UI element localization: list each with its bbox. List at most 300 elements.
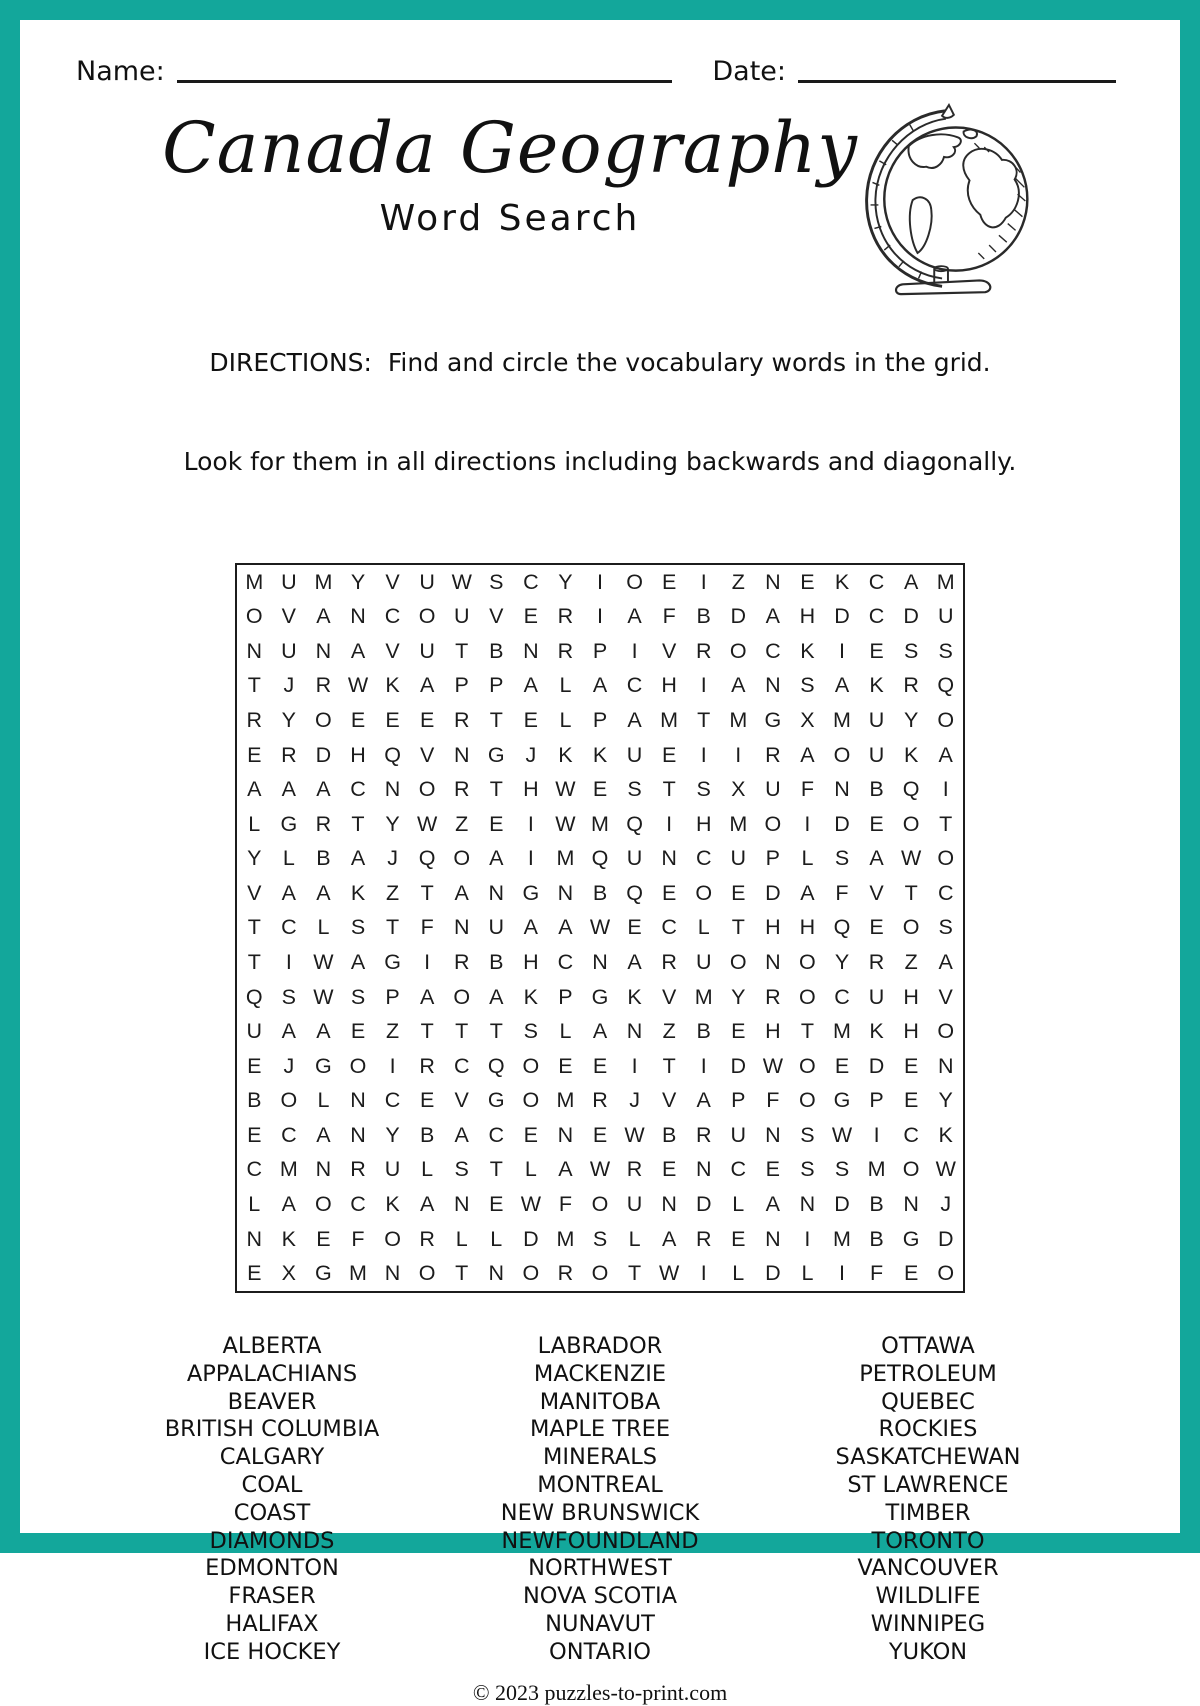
grid-cell: N	[350, 604, 366, 629]
grid-cell: X	[731, 777, 746, 802]
grid-cell: A	[316, 1019, 331, 1044]
grid-cell: H	[523, 950, 539, 975]
grid-cell: Y	[385, 1122, 400, 1147]
grid-cell: A	[489, 846, 504, 871]
grid-cell: G	[591, 984, 609, 1009]
grid-cell: I	[700, 1053, 707, 1078]
grid-cell: A	[281, 880, 297, 905]
grid-cell: W	[935, 1157, 956, 1182]
grid-cell: U	[246, 1019, 263, 1044]
grid-cell: F	[766, 1088, 780, 1113]
word-list-item: MONTREAL	[537, 1471, 663, 1498]
grid-cell: T	[455, 638, 469, 663]
grid-cell: Q	[591, 846, 609, 871]
grid-cell: Q	[937, 673, 955, 698]
grid-cell: P	[765, 846, 781, 871]
grid-cell: H	[799, 915, 816, 940]
word-list-item: ONTARIO	[549, 1638, 651, 1665]
word-list-item: BEAVER	[227, 1388, 317, 1415]
grid-cell: T	[455, 1261, 469, 1286]
grid-cell: U	[730, 1122, 747, 1147]
grid-cell: A	[316, 1122, 331, 1147]
grid-cell: S	[627, 777, 642, 802]
word-list-item: OTTAWA	[881, 1333, 975, 1359]
grid-cell: A	[627, 708, 642, 733]
grid-cell: S	[800, 1122, 815, 1147]
grid-cell: E	[350, 708, 366, 733]
grid-cell: W	[313, 950, 334, 975]
word-list-item: CALGARY	[219, 1444, 325, 1471]
grid-cell: E	[661, 569, 677, 594]
grid-cell: D	[834, 1192, 850, 1217]
grid-cell: M	[867, 1157, 886, 1182]
grid-cell: R	[765, 742, 781, 767]
word-list-item: NOVA SCOTIA	[522, 1583, 678, 1610]
grid-cell: Q	[418, 846, 436, 871]
grid-cell: H	[799, 604, 816, 629]
grid-cell: E	[765, 1157, 781, 1182]
grid-cell: H	[350, 742, 366, 767]
grid-cell: R	[557, 638, 574, 663]
grid-cell: R	[695, 1226, 712, 1251]
word-list-item: MANITOBA	[539, 1388, 661, 1415]
word-list-item: APPALACHIANS	[186, 1360, 358, 1387]
grid-cell: O	[799, 984, 816, 1009]
grid-cell: F	[800, 777, 814, 802]
grid-cell: O	[729, 638, 747, 663]
grid-cell: K	[281, 1226, 297, 1251]
grid-cell: A	[316, 604, 331, 629]
grid-cell: A	[489, 984, 504, 1009]
name-label: Name:	[76, 56, 165, 87]
grid-cell: T	[697, 708, 711, 733]
word-list-item: NEW BRUNSWICK	[500, 1499, 700, 1526]
grid-cell: B	[489, 950, 504, 975]
grid-cell: F	[662, 604, 676, 629]
grid-cell: G	[833, 1088, 851, 1113]
grid-cell: T	[489, 1019, 503, 1044]
grid-cell: S	[454, 1157, 469, 1182]
grid-cell: K	[869, 673, 884, 698]
grid-cell: O	[937, 846, 955, 871]
grid-cell: L	[248, 811, 261, 836]
grid-cell: B	[696, 1019, 711, 1044]
grid-cell: Y	[558, 569, 573, 594]
word-list-item: NORTHWEST	[528, 1555, 672, 1582]
grid-cell: T	[455, 1019, 469, 1044]
page-title: Canada Geography	[162, 107, 858, 189]
grid-cell: B	[869, 1226, 884, 1251]
grid-cell: A	[800, 742, 815, 767]
grid-cell: S	[350, 984, 366, 1009]
grid-cell: T	[420, 1019, 434, 1044]
grid-cell: O	[245, 604, 263, 629]
grid-cell: E	[558, 1053, 573, 1078]
grid-cell: U	[453, 604, 470, 629]
grid-cell: U	[626, 1192, 643, 1217]
grid-cell: O	[453, 846, 471, 871]
grid-cell: O	[729, 950, 747, 975]
grid-cell: N	[384, 777, 401, 802]
grid-cell: W	[831, 1122, 853, 1147]
grid-cell: T	[489, 1157, 503, 1182]
grid-cell: A	[731, 673, 746, 698]
grid-cell: K	[903, 742, 919, 767]
grid-cell: U	[281, 569, 297, 594]
grid-cell: S	[281, 984, 297, 1009]
grid-cell: L	[559, 673, 572, 698]
grid-cell: E	[869, 811, 884, 836]
grid-cell: V	[938, 984, 953, 1009]
grid-cell: R	[281, 742, 297, 767]
grid-cell: P	[592, 638, 608, 663]
grid-cell: C	[730, 1157, 747, 1182]
grid-cell: R	[695, 638, 712, 663]
grid-cell: O	[833, 742, 851, 767]
grid-cell: I	[700, 569, 707, 594]
grid-cell: A	[281, 777, 297, 802]
word-list-item: COAST	[233, 1499, 311, 1526]
word-list-section	[20, 1333, 1180, 1667]
grid-cell: O	[937, 708, 955, 733]
grid-cell: C	[523, 569, 539, 594]
grid-cell: V	[385, 569, 400, 594]
grid-cell: S	[350, 915, 366, 940]
grid-cell: L	[317, 1088, 330, 1113]
grid-cell: N	[765, 569, 781, 594]
grid-cell: V	[489, 604, 504, 629]
grid-cell: E	[592, 777, 608, 802]
grid-cell: A	[592, 1019, 608, 1044]
grid-cell: B	[489, 638, 504, 663]
grid-cell: D	[834, 811, 850, 836]
grid-cell: M	[833, 708, 851, 733]
grid-cell: D	[730, 1053, 747, 1078]
grid-cell: I	[631, 1053, 638, 1078]
grid-cell: C	[834, 984, 850, 1009]
grid-cell: K	[350, 880, 366, 905]
grid-cell: R	[557, 1261, 574, 1286]
grid-cell: R	[419, 1053, 435, 1078]
word-list-item: TIMBER	[885, 1499, 971, 1526]
grid-cell: A	[523, 915, 539, 940]
grid-cell: F	[558, 1192, 572, 1217]
grid-cell: Y	[281, 708, 297, 733]
grid-cell: N	[350, 1122, 366, 1147]
grid-cell: V	[661, 984, 677, 1009]
grid-cell: A	[800, 880, 815, 905]
grid-cell: M	[556, 1226, 575, 1251]
grid-cell: Q	[626, 811, 643, 836]
grid-cell: E	[419, 708, 435, 733]
grid-cell: T	[385, 915, 400, 940]
grid-cell: B	[419, 1122, 435, 1147]
grid-cell: A	[350, 846, 366, 871]
grid-cell: G	[487, 1088, 505, 1113]
grid-cell: A	[281, 1192, 297, 1217]
grid-cell: S	[592, 1226, 608, 1251]
grid-cell: G	[315, 1053, 332, 1078]
grid-cell: I	[700, 673, 707, 698]
grid-cell: L	[559, 708, 572, 733]
grid-cell: V	[869, 880, 884, 905]
grid-cell: O	[453, 984, 471, 1009]
grid-cell: A	[281, 1019, 297, 1044]
grid-cell: O	[591, 1261, 609, 1286]
grid-cell: E	[592, 1053, 608, 1078]
grid-cell: U	[730, 846, 747, 871]
grid-cell: A	[765, 604, 781, 629]
grid-cell: Y	[247, 846, 262, 871]
grid-cell: L	[524, 1157, 537, 1182]
grid-cell: O	[937, 1019, 955, 1044]
grid-cell: P	[869, 1088, 884, 1113]
grid-cell: R	[419, 1226, 435, 1251]
grid-cell: F	[869, 1261, 884, 1286]
grid-cell: I	[839, 638, 845, 663]
grid-cell: N	[557, 1122, 574, 1147]
grid-cell: Z	[385, 880, 400, 905]
grid-cell: M	[279, 1157, 298, 1182]
grid-cell: N	[315, 638, 332, 663]
grid-cell: H	[661, 673, 677, 698]
grid-cell: K	[385, 1192, 400, 1217]
grid-cell: N	[246, 638, 263, 663]
grid-cell: C	[903, 1122, 919, 1147]
grid-cell: E	[627, 915, 642, 940]
grid-cell: K	[938, 1122, 953, 1147]
grid-cell: E	[731, 1019, 746, 1044]
grid-cell: R	[453, 950, 470, 975]
grid-cell: X	[800, 708, 815, 733]
grid-cell: I	[285, 950, 292, 975]
grid-cell: Z	[904, 950, 918, 975]
grid-cell: S	[903, 638, 919, 663]
word-list-column-2	[436, 1333, 764, 1667]
grid-cell: I	[631, 638, 638, 663]
grid-cell: A	[627, 950, 642, 975]
grid-cell: E	[731, 880, 746, 905]
grid-cell: I	[873, 1122, 880, 1147]
grid-cell: N	[661, 1192, 677, 1217]
grid-cell: L	[801, 1261, 814, 1286]
grid-cell: A	[350, 638, 366, 663]
grid-cell: N	[765, 1122, 781, 1147]
grid-cell: T	[627, 1261, 642, 1286]
grid-cell: V	[419, 742, 435, 767]
grid-cell: H	[903, 984, 919, 1009]
grid-cell: V	[661, 1088, 677, 1113]
grid-cell: Y	[903, 708, 919, 733]
word-list-item: LABRADOR	[537, 1333, 663, 1359]
date-label: Date:	[712, 56, 786, 87]
grid-cell: Q	[626, 880, 643, 905]
grid-cell: W	[555, 811, 576, 836]
grid-cell: R	[695, 1122, 712, 1147]
grid-cell: A	[419, 673, 435, 698]
grid-cell: M	[314, 569, 333, 594]
grid-cell: S	[834, 1157, 850, 1182]
grid-cell: M	[833, 1019, 851, 1044]
grid-cell: Q	[902, 777, 920, 802]
grid-cell: I	[804, 811, 811, 836]
word-list-item: MACKENZIE	[533, 1360, 667, 1387]
grid-cell: E	[903, 1088, 919, 1113]
grid-cell: I	[424, 950, 431, 975]
grid-cell: H	[523, 777, 539, 802]
grid-cell: K	[592, 742, 608, 767]
grid-cell: T	[247, 915, 261, 940]
grid-cell: K	[627, 984, 642, 1009]
grid-cell: B	[696, 604, 711, 629]
grid-cell: I	[700, 742, 707, 767]
grid-cell: N	[834, 777, 850, 802]
grid-cell: E	[592, 1122, 608, 1147]
word-list-column-1	[108, 1333, 436, 1667]
grid-cell: U	[868, 984, 885, 1009]
grid-cell: T	[489, 708, 503, 733]
grid-cell: Z	[385, 1019, 400, 1044]
grid-cell: T	[800, 1019, 814, 1044]
grid-cell: Z	[662, 1019, 676, 1044]
grid-cell: N	[661, 846, 677, 871]
grid-cell: N	[695, 1157, 712, 1182]
grid-cell: J	[940, 1192, 952, 1217]
grid-cell: O	[418, 604, 436, 629]
grid-cell: O	[695, 880, 713, 905]
grid-cell: A	[350, 950, 366, 975]
grid-cell: U	[281, 638, 297, 663]
grid-cell: O	[902, 915, 920, 940]
grid-cell: H	[903, 1019, 919, 1044]
grid-cell: E	[661, 742, 677, 767]
grid-cell: V	[661, 638, 677, 663]
grid-cell: O	[799, 1053, 816, 1078]
grid-cell: P	[454, 673, 469, 698]
grid-cell: H	[765, 1019, 781, 1044]
grid-cell: W	[900, 846, 922, 871]
grid-cell: R	[453, 777, 470, 802]
grid-cell: O	[522, 1053, 540, 1078]
grid-cell: M	[833, 1226, 851, 1251]
grid-cell: J	[629, 1088, 640, 1113]
grid-cell: N	[523, 638, 539, 663]
grid-cell: L	[455, 1226, 468, 1251]
grid-cell: O	[349, 1053, 367, 1078]
grid-cell: Q	[384, 742, 401, 767]
grid-cell: W	[416, 811, 438, 836]
grid-cell: W	[520, 1192, 541, 1217]
grid-cell: L	[559, 1019, 572, 1044]
grid-cell: A	[869, 846, 884, 871]
grid-cell: N	[626, 1019, 643, 1044]
word-list-item: YUKON	[888, 1638, 968, 1665]
grid-cell: C	[384, 1088, 401, 1113]
grid-cell: Y	[938, 1088, 953, 1113]
grid-cell: R	[315, 811, 332, 836]
grid-cell: L	[628, 1226, 641, 1251]
grid-cell: R	[557, 604, 574, 629]
grid-cell: E	[247, 1261, 262, 1286]
grid-cell: N	[937, 1053, 954, 1078]
grid-cell: A	[558, 1157, 573, 1182]
grid-cell: Y	[350, 569, 366, 594]
grid-cell: I	[527, 811, 534, 836]
grid-cell: J	[525, 742, 537, 767]
word-list-item: EDMONTON	[205, 1555, 339, 1582]
grid-cell: T	[904, 880, 918, 905]
grid-cell: I	[700, 1261, 707, 1286]
grid-cell: E	[523, 708, 539, 733]
grid-cell: Z	[455, 811, 469, 836]
grid-cell: S	[938, 638, 953, 663]
grid-cell: A	[247, 777, 262, 802]
grid-cell: E	[731, 1226, 746, 1251]
grid-cell: A	[627, 604, 642, 629]
grid-cell: D	[868, 1053, 885, 1078]
grid-cell: X	[281, 1261, 297, 1286]
grid-cell: C	[626, 673, 643, 698]
grid-cell: A	[454, 1122, 469, 1147]
grid-cell: M	[591, 811, 609, 836]
directions-line-1: DIRECTIONS: Find and circle the vocabulary words in the grid.	[209, 348, 991, 377]
grid-cell: N	[453, 915, 470, 940]
grid-cell: N	[315, 1157, 332, 1182]
grid-cell: R	[903, 673, 919, 698]
grid-cell: E	[489, 1192, 504, 1217]
word-list-item: VANCOUVER	[857, 1555, 999, 1582]
grid-cell: G	[315, 1261, 332, 1286]
grid-cell: B	[316, 846, 331, 871]
grid-cell: U	[937, 604, 954, 629]
grid-cell: A	[938, 742, 953, 767]
grid-cell: I	[735, 742, 742, 767]
grid-cell: N	[592, 950, 608, 975]
grid-cell: S	[489, 569, 504, 594]
grid-cell: S	[834, 846, 850, 871]
grid-cell: E	[489, 811, 504, 836]
grid-cell: K	[834, 569, 850, 594]
grid-cell: M	[556, 846, 575, 871]
grid-cell: P	[592, 708, 608, 733]
grid-cell: N	[488, 880, 505, 905]
grid-cell: T	[662, 1053, 676, 1078]
grid-cell: T	[351, 811, 365, 836]
grid-cell: O	[522, 1088, 540, 1113]
directions-line-2: Look for them in all directions including backwards and diagonally.	[183, 447, 1017, 476]
grid-cell: O	[315, 1192, 332, 1217]
grid-cell: O	[418, 777, 436, 802]
title-block	[140, 102, 880, 242]
grid-cell: N	[765, 673, 781, 698]
grid-cell: G	[764, 708, 782, 733]
grid-cell: E	[419, 1088, 435, 1113]
grid-cell: E	[523, 604, 539, 629]
grid-cell: Y	[385, 811, 400, 836]
word-list-item: ICE HOCKEY	[203, 1638, 341, 1665]
grid-cell: Y	[731, 984, 746, 1009]
grid-cell: I	[942, 777, 949, 802]
word-list-column-3	[764, 1333, 1092, 1667]
word-list-item: MINERALS	[542, 1444, 658, 1471]
grid-cell: E	[903, 1053, 919, 1078]
grid-cell: W	[313, 984, 334, 1009]
grid-cell: G	[487, 742, 505, 767]
grid-cell: I	[666, 811, 673, 836]
grid-cell: C	[281, 915, 297, 940]
grid-cell: L	[421, 1157, 434, 1182]
grid-cell: A	[592, 673, 608, 698]
